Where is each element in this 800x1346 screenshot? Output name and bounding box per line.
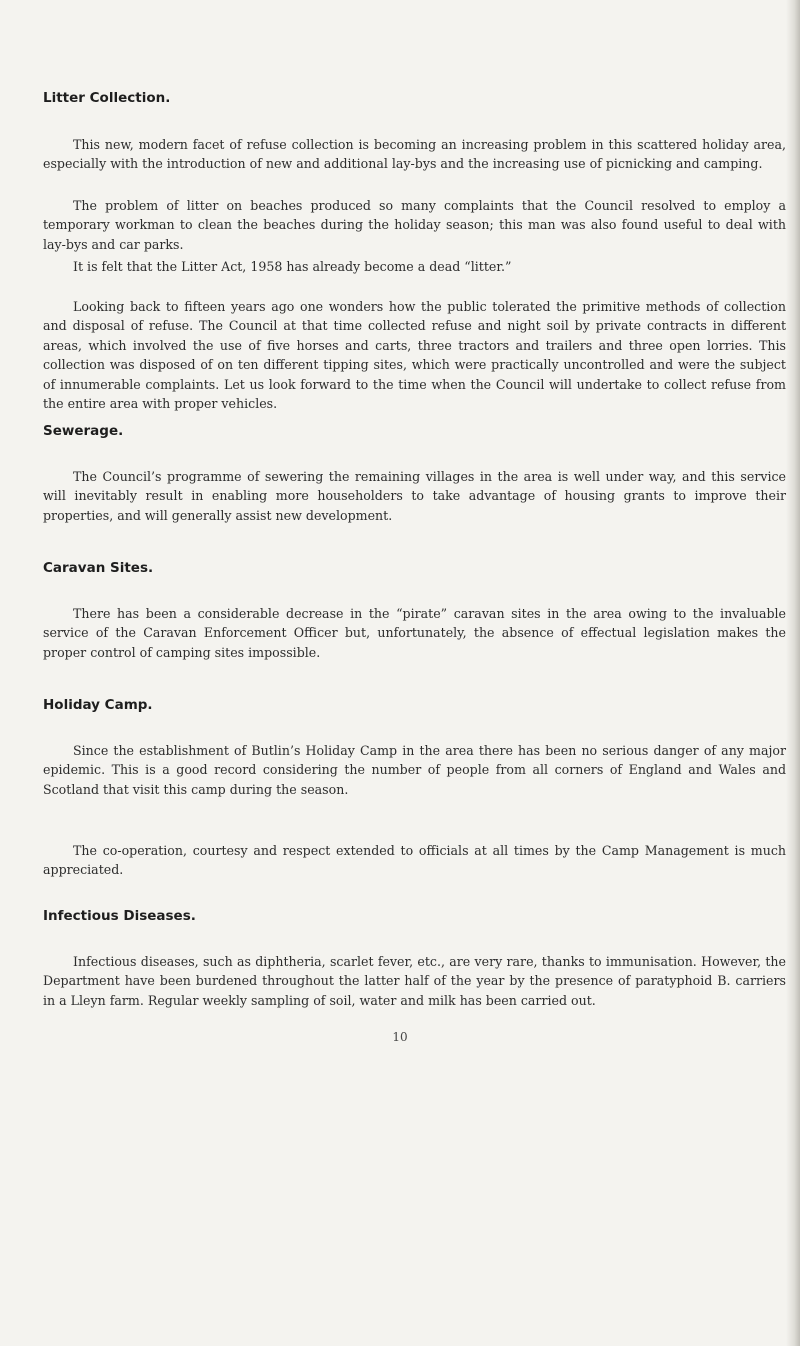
heading-litter-collection: Litter Collection. bbox=[43, 90, 171, 106]
paragraph: Looking back to fifteen years ago one wonders how the public tolerated the primitive methods of collection and disposal of refuse. The Council at that time collected refuse and night soil by private contracts in different areas, which involved the use of five horses and carts, three tractors and trailers and three open lorries. This collection was disposed of on ten different tipping sites, which were practically uncontrolled and were the subject of innumerable complaints. Let us look forward to the time when the Council will undertake to collect refuse from the entire area with proper vehicles. bbox=[43, 299, 786, 412]
page-edge-shadow bbox=[786, 0, 800, 1346]
heading-holiday-camp: Holiday Camp. bbox=[43, 697, 153, 713]
paragraph: The problem of litter on beaches produced so many complaints that the Council resolved to employ a temporary workman to clean the beaches during the holiday season; this man was also found useful to deal with lay-bys and car parks. bbox=[43, 198, 786, 252]
heading-sewerage: Sewerage. bbox=[43, 423, 124, 439]
paragraph: Infectious diseases, such as diphtheria, scarlet fever, etc., are very rare, thanks to immunisation. However, the Department have been burdened throughout the latter half of the year by the presence of paratyphoid B. carriers in a Lleyn farm. Regular weekly sampling of soil, water and milk has been carried out. bbox=[43, 954, 786, 1008]
heading-infectious-diseases: Infectious Diseases. bbox=[43, 908, 196, 924]
paragraph: The co-operation, courtesy and respect extended to officials at all times by the Camp Management is much appreciated. bbox=[43, 843, 786, 878]
paragraph: Since the establishment of Butlin’s Holiday Camp in the area there has been no serious danger of any major epidemic. This is a good record considering the number of people from all corners of England and Wales and Scotland that visit this camp during the season. bbox=[43, 743, 786, 797]
page-number: 10 bbox=[392, 1030, 408, 1044]
paragraph: There has been a considerable decrease in the “pirate” caravan sites in the area owing to the invaluable service of the Caravan Enforcement Officer but, unfortunately, the absence of effectual legislation makes the proper control of camping sites impossible. bbox=[43, 606, 786, 660]
heading-caravan-sites: Caravan Sites. bbox=[43, 560, 154, 576]
paragraph: The Council’s programme of sewering the remaining villages in the area is well under way, and this service will inevitably result in enabling more householders to take advantage of housing grants to improve their properties, and will generally assist new development. bbox=[43, 469, 786, 523]
paragraph: This new, modern facet of refuse collection is becoming an increasing problem in this scattered holiday area, especially with the introduction of new and additional lay-bys and the increasing use of picnicking and camping. bbox=[43, 137, 786, 172]
paragraph: It is felt that the Litter Act, 1958 has already become a dead “litter.” bbox=[73, 259, 512, 274]
